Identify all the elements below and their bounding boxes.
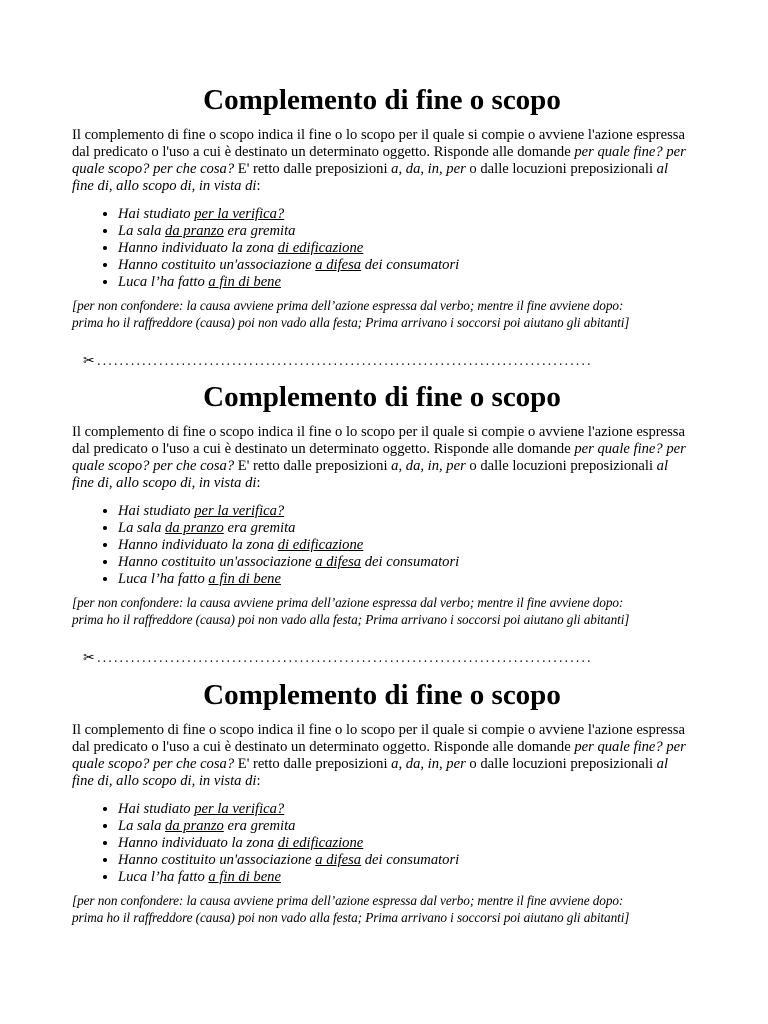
intro-paragraph: Il complemento di fine o scopo indica il fine o lo scopo per il quale si compie o avviene l'azione espressa dal predicato o l'uso a cui è destinato un determinato oggetto. Risponde alle domande per quale fine? per quale scopo? per che cosa? E' retto dalle preposizioni a, da, in, per o dalle locuzioni preposizionali al fine di, allo scopo di, in vista di: — [72, 127, 686, 194]
complement: per la verifica? — [194, 503, 285, 519]
note-line: [per non confondere: la causa avviene prima dell’azione espressa dal verbo; mentre il fine avviene dopo: — [72, 595, 624, 610]
example-item: • Hanno individuato la zona di edificazione — [118, 537, 692, 554]
example-item: • Luca l’ha fatto a fin di bene — [118, 571, 692, 588]
complement: a difesa — [315, 852, 362, 868]
prepositions: a, da, in, per — [391, 458, 466, 474]
example-item: • La sala da pranzo era gremita — [118, 818, 692, 835]
questions: per quale fine? per quale scopo? per che cosa? — [72, 441, 686, 474]
dotted-line: ........................................................................................ — [96, 651, 593, 666]
example-item: • Hai studiato per la verifica? — [118, 801, 692, 818]
locutions: al fine di, allo scopo di, in vista di — [72, 756, 669, 789]
example-item: • Luca l’ha fatto a fin di bene — [118, 869, 692, 886]
dotted-line: ........................................................................................ — [96, 354, 593, 369]
grammar-section — [72, 678, 692, 926]
example-item: • Hanno costituito un'associazione a difesa dei consumatori — [118, 554, 692, 571]
example-item: • Hanno costituito un'associazione a difesa dei consumatori — [118, 257, 692, 274]
complement: a fin di bene — [208, 571, 281, 587]
examples-list — [72, 206, 692, 291]
locutions: al fine di, allo scopo di, in vista di — [72, 458, 669, 491]
complement: da pranzo — [165, 818, 224, 834]
note-line: prima ho il raffreddore (causa) poi non vado alla festa; Prima arrivano i soccorsi poi aiutano gli abitanti] — [72, 910, 630, 925]
locutions: al fine di, allo scopo di, in vista di — [72, 161, 669, 194]
cut-line — [83, 353, 653, 369]
note-line: prima ho il raffreddore (causa) poi non vado alla festa; Prima arrivano i soccorsi poi aiutano gli abitanti] — [72, 612, 630, 627]
complement: per la verifica? — [194, 206, 285, 222]
example-item: • La sala da pranzo era gremita — [118, 223, 692, 240]
intro-paragraph: Il complemento di fine o scopo indica il fine o lo scopo per il quale si compie o avviene l'azione espressa dal predicato o l'uso a cui è destinato un determinato oggetto. Risponde alle domande per quale fine? per quale scopo? per che cosa? E' retto dalle preposizioni a, da, in, per o dalle locuzioni preposizionali al fine di, allo scopo di, in vista di: — [72, 722, 686, 789]
example-item: • Hai studiato per la verifica? — [118, 503, 692, 520]
prepositions: a, da, in, per — [391, 161, 466, 177]
complement: a fin di bene — [208, 274, 281, 290]
scissors-icon: ✂ — [83, 650, 95, 666]
section-title: Complemento di fine o scopo — [203, 679, 561, 711]
questions: per quale fine? per quale scopo? per che cosa? — [72, 144, 686, 177]
note-line: prima ho il raffreddore (causa) poi non vado alla festa; Prima arrivano i soccorsi poi aiutano gli abitanti] — [72, 315, 630, 330]
intro-paragraph: Il complemento di fine o scopo indica il fine o lo scopo per il quale si compie o avviene l'azione espressa dal predicato o l'uso a cui è destinato un determinato oggetto. Risponde alle domande per quale fine? per quale scopo? per che cosa? E' retto dalle preposizioni a, da, in, per o dalle locuzioni preposizionali al fine di, allo scopo di, in vista di: — [72, 424, 686, 491]
example-item: • Luca l’ha fatto a fin di bene — [118, 274, 692, 291]
complement: di edificazione — [277, 240, 364, 256]
prepositions: a, da, in, per — [391, 756, 466, 772]
example-item: • Hanno individuato la zona di edificazione — [118, 240, 692, 257]
examples-list — [72, 801, 692, 886]
example-item: • Hanno costituito un'associazione a difesa dei consumatori — [118, 852, 692, 869]
complement: da pranzo — [165, 520, 224, 536]
note-line: [per non confondere: la causa avviene prima dell’azione espressa dal verbo; mentre il fine avviene dopo: — [72, 298, 624, 313]
complement: di edificazione — [277, 537, 364, 553]
examples-list — [72, 503, 692, 588]
complement: a difesa — [315, 257, 362, 273]
complement: per la verifica? — [194, 801, 285, 817]
questions: per quale fine? per quale scopo? per che cosa? — [72, 739, 686, 772]
scissors-icon: ✂ — [83, 353, 95, 369]
note-line: [per non confondere: la causa avviene prima dell’azione espressa dal verbo; mentre il fine avviene dopo: — [72, 893, 624, 908]
grammar-section — [72, 380, 692, 628]
example-item: • Hai studiato per la verifica? — [118, 206, 692, 223]
complement: di edificazione — [277, 835, 364, 851]
section-title: Complemento di fine o scopo — [203, 84, 561, 116]
complement: a difesa — [315, 554, 362, 570]
complement: a fin di bene — [208, 869, 281, 885]
example-item: • Hanno individuato la zona di edificazione — [118, 835, 692, 852]
cut-line — [83, 650, 653, 666]
example-item: • La sala da pranzo era gremita — [118, 520, 692, 537]
section-title: Complemento di fine o scopo — [203, 381, 561, 413]
grammar-section — [72, 83, 692, 331]
complement: da pranzo — [165, 223, 224, 239]
